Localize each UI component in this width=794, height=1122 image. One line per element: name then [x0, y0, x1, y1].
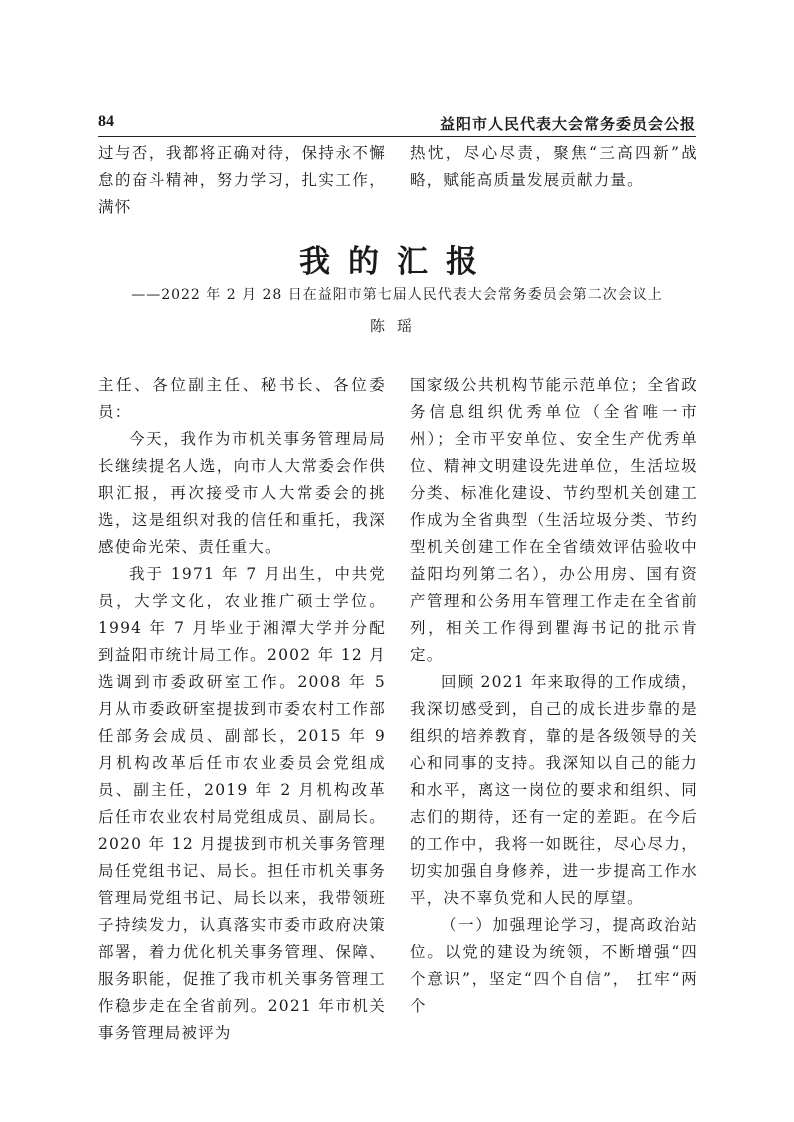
article-author: 陈瑶	[369, 317, 424, 335]
header-rule	[98, 136, 696, 137]
paragraph	[410, 912, 698, 1020]
section-heading: （一）加强理论学习，提高政治站位。	[410, 916, 698, 961]
body-column-right	[410, 372, 698, 1020]
section-text: 以党的建设为统领，不断增强“四个意识”，坚定“四个自信”， 扛牢“两个	[410, 943, 698, 1015]
article-title: 我的汇报	[299, 244, 495, 280]
previous-article-ending-right	[410, 140, 698, 194]
paragraph: 我于 1971 年 7 月出生，中共党员，大学文化，农业推广硕士学位。1994 年 7 月毕业于湘潭大学并分配到益阳市统计局工作。2002 年 12 月选调到市委政研室工作。2008 年 5 月从市委政研室提拔到市委农村工作部任部务会成员、副部长，2015 年 9 月机构改革后任市农业委员会党组成员、副主任，2019 年 2 月机构改革后任市农业农村局党组成员、副局长。2020 年 12 月提拔到市机关事务管理局任党组书记、局长。担任市机关事务管理局党组书记、局长以来，我带领班子持续发力，认真落实市委市政府决策部署，着力优化机关事务管理、保障、服务职能，促推了我市机关事务管理工作稳步走在全省前列。2021 年市机关事务管理局被评为	[98, 565, 386, 1042]
paragraph: 今天，我作为市机关事务管理局局长继续提名人选，向市人大常委会作供职汇报，再次接受市人大常委会的挑选，这是组织对我的信任和重托，我深感使命光荣、责任重大。	[98, 430, 386, 556]
page-header	[98, 113, 696, 135]
body-column-left	[98, 372, 386, 1047]
paragraph: 国家级公共机构节能示范单位；全省政务信息组织优秀单位（全省唯一市州）；全市平安单位、安全生产优秀单位、精神文明建设先进单位，生活垃圾分类、标准化建设、节约型机关创建工作成为全省典型（生活垃圾分类、节约型机关创建工作在全省绩效评估验收中益阳均列第二名），办公用房、国有资产管理和公务用车管理工作走在全省前列，相关工作得到瞿海书记的批示肯定。	[410, 376, 698, 664]
page-number: 84	[98, 113, 114, 130]
previous-article-text-left: 过与否，我都将正确对待，保持永不懈怠的奋斗精神，努力学习，扎实工作，满怀	[98, 144, 386, 216]
previous-article-text-right: 热忱，尽心尽责，聚焦“三高四新”战略，赋能高质量发展贡献力量。	[410, 144, 698, 189]
paragraph: 回顾 2021 年来取得的工作成绩，我深切感受到，自己的成长进步靠的是组织的培养教育，靠的是各级领导的关心和同事的支持。我深知以自己的能力和水平，离这一岗位的要求和组织、同志们的期待，还有一定的差距。在今后的工作中，我将一如既往，尽心尽力，切实加强自身修养，进一步提高工作水平，决不辜负党和人民的厚望。	[410, 673, 698, 907]
previous-article-ending-left	[98, 140, 386, 221]
article-subtitle: ——2022 年 2 月 28 日在益阳市第七届人民代表大会常务委员会第二次会议上	[131, 287, 663, 303]
journal-title: 益阳市人民代表大会常务委员会公报	[439, 115, 696, 133]
salutation: 主任、各位副主任、秘书长、各位委员：	[98, 376, 386, 421]
